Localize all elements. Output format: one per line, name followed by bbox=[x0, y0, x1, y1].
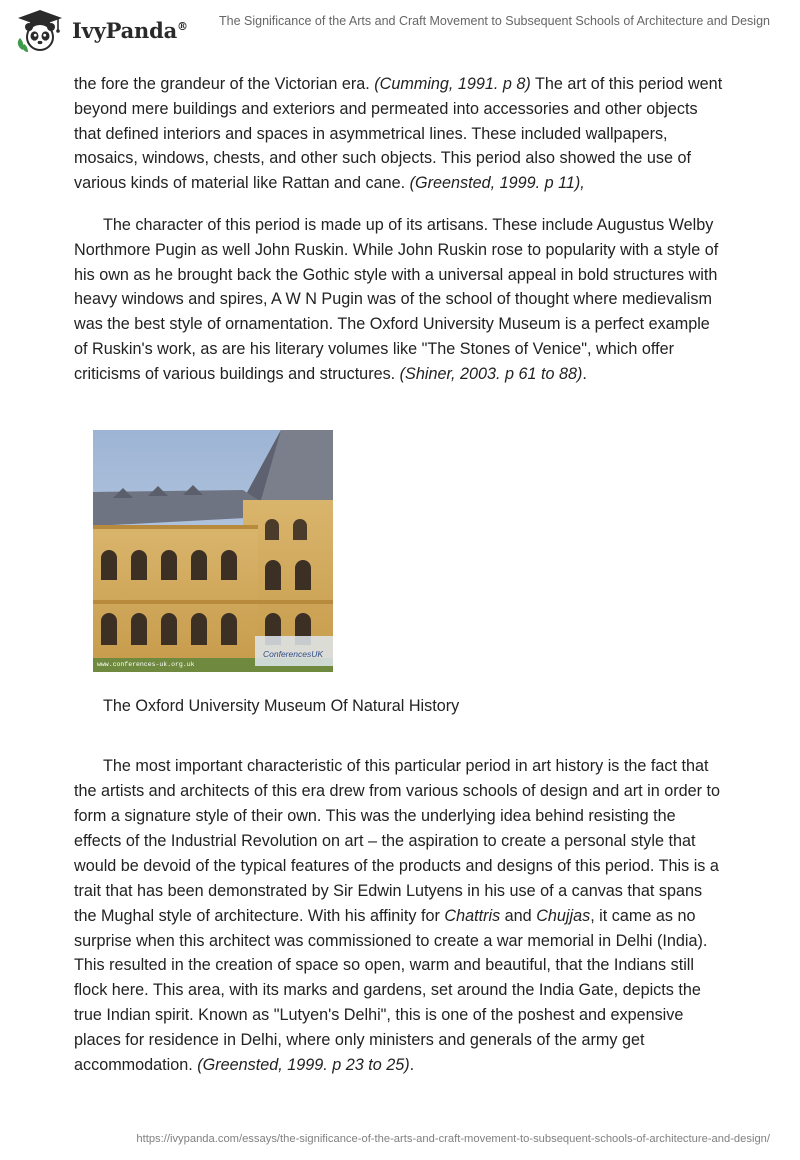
registered-mark: ® bbox=[177, 19, 188, 33]
essay-body-top bbox=[74, 72, 726, 387]
brand-name: IvyPanda® bbox=[72, 17, 188, 43]
document-title: The Significance of the Arts and Craft Movement to Subsequent Schools of Architecture and Design bbox=[218, 14, 770, 28]
term: Chattris bbox=[444, 906, 501, 925]
watermark-url: www.conferences-uk.org.uk bbox=[97, 661, 195, 668]
term: Chujjas bbox=[536, 906, 591, 925]
paragraph: The most important characteristic of this particular period in art history is the fact that the artists and architects of this era drew from various schools of design and art in order to form a signature style of their own. This was the underlying idea behind resisting the effects of the Industrial Revolution on art – the aspiration to create a personal style that would be devoid of the typical features of the products and designs of this period. This is a trait that has been demonstrated by Sir Edwin Lutyens in his use of a canvas that spans the Mughal style of architecture. With his affinity for Chattris and Chujjas, it came as no surprise when this architect was commissioned to create a war memorial in Delhi (India). This resulted in the creation of space so open, warm and beautiful, that the Indians still flock here. This area, with its marks and gardens, set around the India Gate, depicts the true Indian spirit. Known as "Lutyen's Delhi", this is one of the poshest and expensive places for residence in Delhi, where only ministers and generals of the army get accommodation. (Greensted, 1999. p 23 to 25). bbox=[74, 757, 721, 1075]
essay-body-bottom bbox=[74, 738, 726, 1094]
page-header bbox=[0, 0, 800, 60]
museum-photo bbox=[93, 430, 333, 672]
citation: (Cumming, 1991. p 8) bbox=[374, 75, 531, 93]
figure-caption: The Oxford University Museum Of Natural History bbox=[103, 697, 460, 715]
paragraph: The character of this period is made up of its artisans. These include Augustus Welby Northmore Pugin as well John Ruskin. While John Ruskin rose to popularity with a style of his own as he brought back the Gothic style with a universal appeal in bold structures with heavy windows and spires, A W N Pugin was of the school of thought where medievalism was the best style of ornamentation. The Oxford University Museum is a perfect example of Ruskin's work, as are his literary volumes like "The Stones of Venice", which offer criticisms of various buildings and structures. (Shiner, 2003. p 61 to 88). bbox=[74, 215, 719, 383]
watermark-logo: ConferencesUK bbox=[263, 649, 324, 659]
source-url[interactable]: https://ivypanda.com/essays/the-significance-of-the-arts-and-craft-movement-to-subsequent-schools-of-architecture-and-design/ bbox=[136, 1133, 770, 1145]
ivypanda-logo[interactable] bbox=[14, 8, 214, 52]
citation: (Greensted, 1999. p 23 to 25) bbox=[197, 1056, 410, 1075]
citation: (Greensted, 1999. p 11), bbox=[409, 174, 585, 193]
panda-graduate-icon bbox=[14, 8, 66, 52]
citation: (Shiner, 2003. p 61 to 88) bbox=[399, 364, 583, 383]
paragraph-continued: the fore the grandeur of the Victorian era. (Cumming, 1991. p 8) The art of this period went beyond mere buildings and exteriors and permeated into accessories and other objects that defined interiors and spaces in asymmetrical lines. These included wallpapers, mosaics, windows, chests, and other such objects. This period also showed the use of various kinds of material like Rattan and cane. (Greensted, 1999. p 11), bbox=[74, 75, 723, 193]
